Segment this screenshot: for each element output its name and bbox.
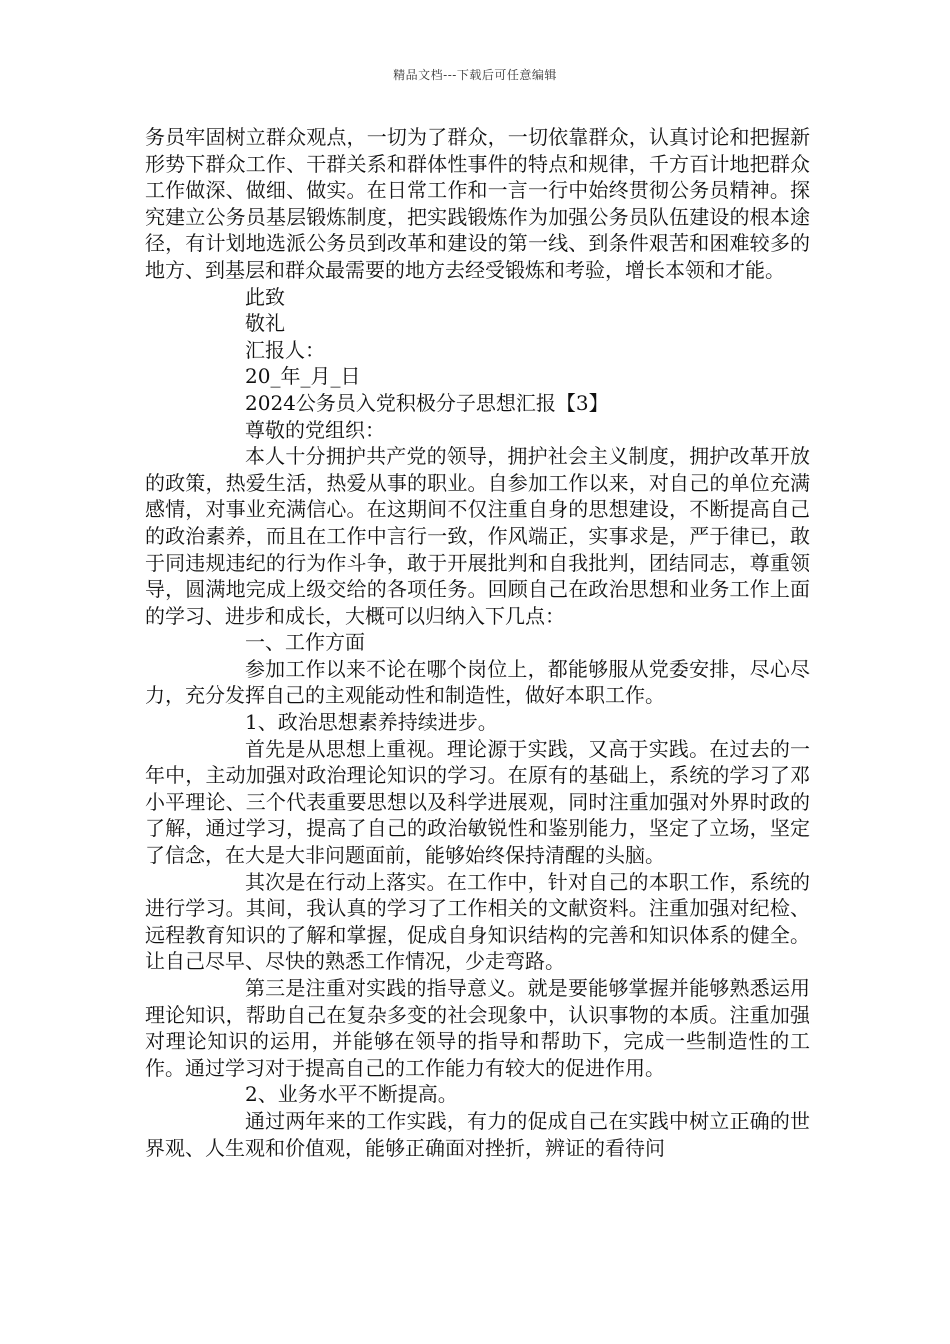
section-heading-work: 一、工作方面 <box>245 630 365 655</box>
closing-line-2: 敬礼 <box>245 311 285 336</box>
document-body <box>145 124 810 1161</box>
subheading-political: 1、政治思想素养持续进步。 <box>245 710 498 735</box>
paragraph-first: 首先是从思想上重视。理论源于实践，又高于实践。在过去的一年中，主动加强对政治理论知识的学习。在原有的基础上，系统的学习了邓小平理论、三个代表重要思想以及科学进展观，同时注重加强对外界时政的了解，通过学习，提高了自己的政治敏锐性和鉴别能力，坚定了立场，坚定了信念，在大是大非问题面前，能够始终保持清醒的头脑。 <box>145 736 810 868</box>
paragraph-second: 其次是在行动上落实。在工作中，针对自己的本职工作，系统的进行学习。其间，我认真的学习了工作相关的文献资料。注重加强对纪检、远程教育知识的了解和掌握，促成自身知识结构的完善和知识体系的健全。让自己尽早、尽快的熟悉工作情况，少走弯路。 <box>145 869 810 974</box>
paragraph-last: 通过两年来的工作实践，有力的促成自己在实践中树立正确的世界观、人生观和价值观，能够正确面对挫折，辨证的看待问 <box>145 1108 810 1160</box>
reporter-line: 汇报人： <box>245 337 325 362</box>
paragraph-work: 参加工作以来不论在哪个岗位上，都能够服从党委安排，尽心尽力，充分发挥自己的主观能动性和制造性，做好本职工作。 <box>145 656 810 708</box>
paragraph-opening: 本人十分拥护共产党的领导，拥护社会主义制度，拥护改革开放的政策，热爱生活，热爱从事的职业。自参加工作以来，对自己的单位充满感情，对事业充满信心。在这期间不仅注重自身的思想建设，不断提高自己的政治素养，而且在工作中言行一致，作风端正，实事求是，严于律已，敢于同违规违纪的行为作斗争，敢于开展批判和自我批判，团结同志，尊重领导，圆满地完成上级交给的各项任务。回顾自己在政治思想和业务工作上面的学习、进步和成长，大概可以归纳入下几点： <box>145 444 810 628</box>
salutation: 尊敬的党组织： <box>245 417 385 442</box>
subheading-business: 2、业务水平不断提高。 <box>245 1082 458 1107</box>
page-header: 精品文档---下载后可任意编辑 <box>393 68 557 82</box>
paragraph-third: 第三是注重对实践的指导意义。就是要能够掌握并能够熟悉运用理论知识，帮助自己在复杂多变的社会现象中，认识事物的本质。注重加强对理论知识的运用，并能够在领导的指导和帮助下，完成一些制造性的工作。通过学习对于提高自己的工作能力有较大的促进作用。 <box>145 976 810 1080</box>
date-line: 20_年_月_日 <box>245 364 361 389</box>
document-title: 2024公务员入党积极分子思想汇报【3】 <box>245 390 609 415</box>
paragraph-intro: 务员牢固树立群众观点，一切为了群众，一切依靠群众，认真讨论和把握新形势下群众工作、干群关系和群体性事件的特点和规律，千方百计地把群众工作做深、做细、做实。在日常工作和一言一行中始终贯彻公务员精神。探究建立公务员基层锻炼制度，把实践锻炼作为加强公务员队伍建设的根本途径，有计划地选派公务员到改革和建设的第一线、到条件艰苦和困难较多的地方、到基层和群众最需要的地方去经受锻炼和考验，增长本领和才能。 <box>145 125 810 282</box>
closing-line-1: 此致 <box>245 284 285 309</box>
